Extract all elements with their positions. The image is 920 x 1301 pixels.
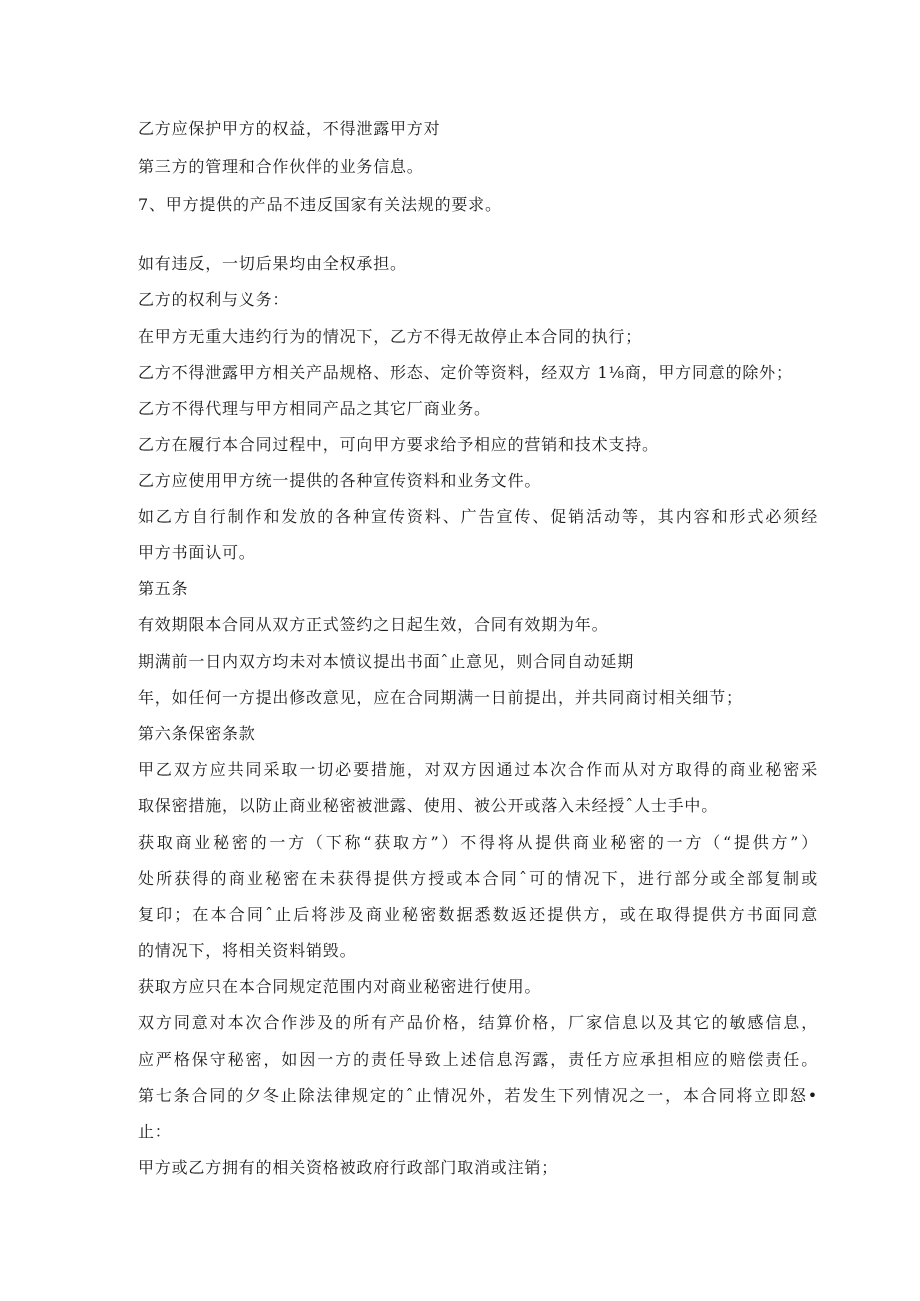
- text-line: 获取方应只在本合同规定范围内对商业秘密进行使用。: [138, 977, 542, 996]
- text-line: 复印；在本合同ˆ止后将涉及商业秘密数据悉数返还提供方，或在取得提供方书面同意: [138, 905, 818, 924]
- text-line: 处所获得的商业秘密在未获得提供方授或本合同ˆ可的情况下，进行部分或全部复制或: [138, 869, 818, 888]
- text-line: 第七条合同的夕冬止除法律规定的ˆ止情况外，若发生下列情况之一，本合同将立即怒•: [138, 1086, 818, 1105]
- text-line: 乙方应使用甲方统一提供的各种宣传资料和业务文件。: [138, 471, 542, 490]
- text-line: 如有违反，一切后果均由全权承担。: [138, 254, 407, 273]
- text-line: 第三方的管理和合作伙伴的业务信息。: [138, 157, 424, 176]
- text-line: 应严格保守秘密，如因一方的责任导致上述信息泻露，责任方应承担相应的赔偿责任。: [138, 1050, 818, 1069]
- text-line: 甲乙双方应共同采取一切必要措施，对双方因通过本次合作而从对方取得的商业秘密采: [138, 760, 818, 779]
- text-line: 止：: [138, 1122, 172, 1141]
- text-line: 甲方或乙方拥有的相关资格被政府行政部门取消或注销；: [138, 1158, 559, 1177]
- text-line: 7、甲方提供的产品不违反国家有关法规的要求。: [138, 195, 502, 214]
- text-line: 双方同意对本次合作涉及的所有产品价格，结算价格，厂家信息以及其它的敏感信息，: [138, 1013, 818, 1032]
- article-heading: 第五条: [138, 579, 189, 598]
- section-heading: 乙方的权利与义务：: [138, 290, 290, 309]
- text-line: 取保密措施，以防止商业秘密被泄露、使用、被公开或落入未经授ˆ人士手中。: [138, 796, 719, 815]
- text-line: 在甲方无重大违约行为的情况下，乙方不得无故停止本合同的执行；: [138, 327, 643, 346]
- text-line: 的情况下，将相关资料销毁。: [138, 941, 357, 960]
- text-line: 乙方不得泄露甲方相关产品规格、形态、定价等资料，经双方 1⅛商，甲方同意的除外；: [138, 363, 793, 382]
- text-line: 获取商业秘密的一方（下称“获取方”）不得将从提供商业秘密的一方（“提供方”）: [138, 833, 818, 852]
- text-line: 乙方在履行本合同过程中，可向甲方要求给予相应的营销和技术支持。: [138, 435, 659, 454]
- article-heading: 第六条保密条款: [138, 724, 256, 743]
- text-line: 甲方书面认可。: [138, 543, 256, 562]
- text-line: 有效期限本合同从双方正式签约之日起生效，合同有效期为年。: [138, 615, 609, 634]
- text-line: 乙方不得代理与甲方相同产品之其它厂商业务。: [138, 399, 491, 418]
- text-line: 期满前一日内双方均未对本愤议提出书面ˆ止意见，则合同自动延期: [138, 652, 635, 671]
- text-line: 如乙方自行制作和发放的各种宣传资料、广告宣传、促销活动等，其内容和形式必须经: [138, 507, 818, 526]
- text-line: 乙方应保护甲方的权益，不得泄露甲方对: [138, 119, 441, 138]
- text-line: 年，如任何一方提出修改意见，应在合同期满一日前提出，并共同商讨相关细节；: [138, 688, 743, 707]
